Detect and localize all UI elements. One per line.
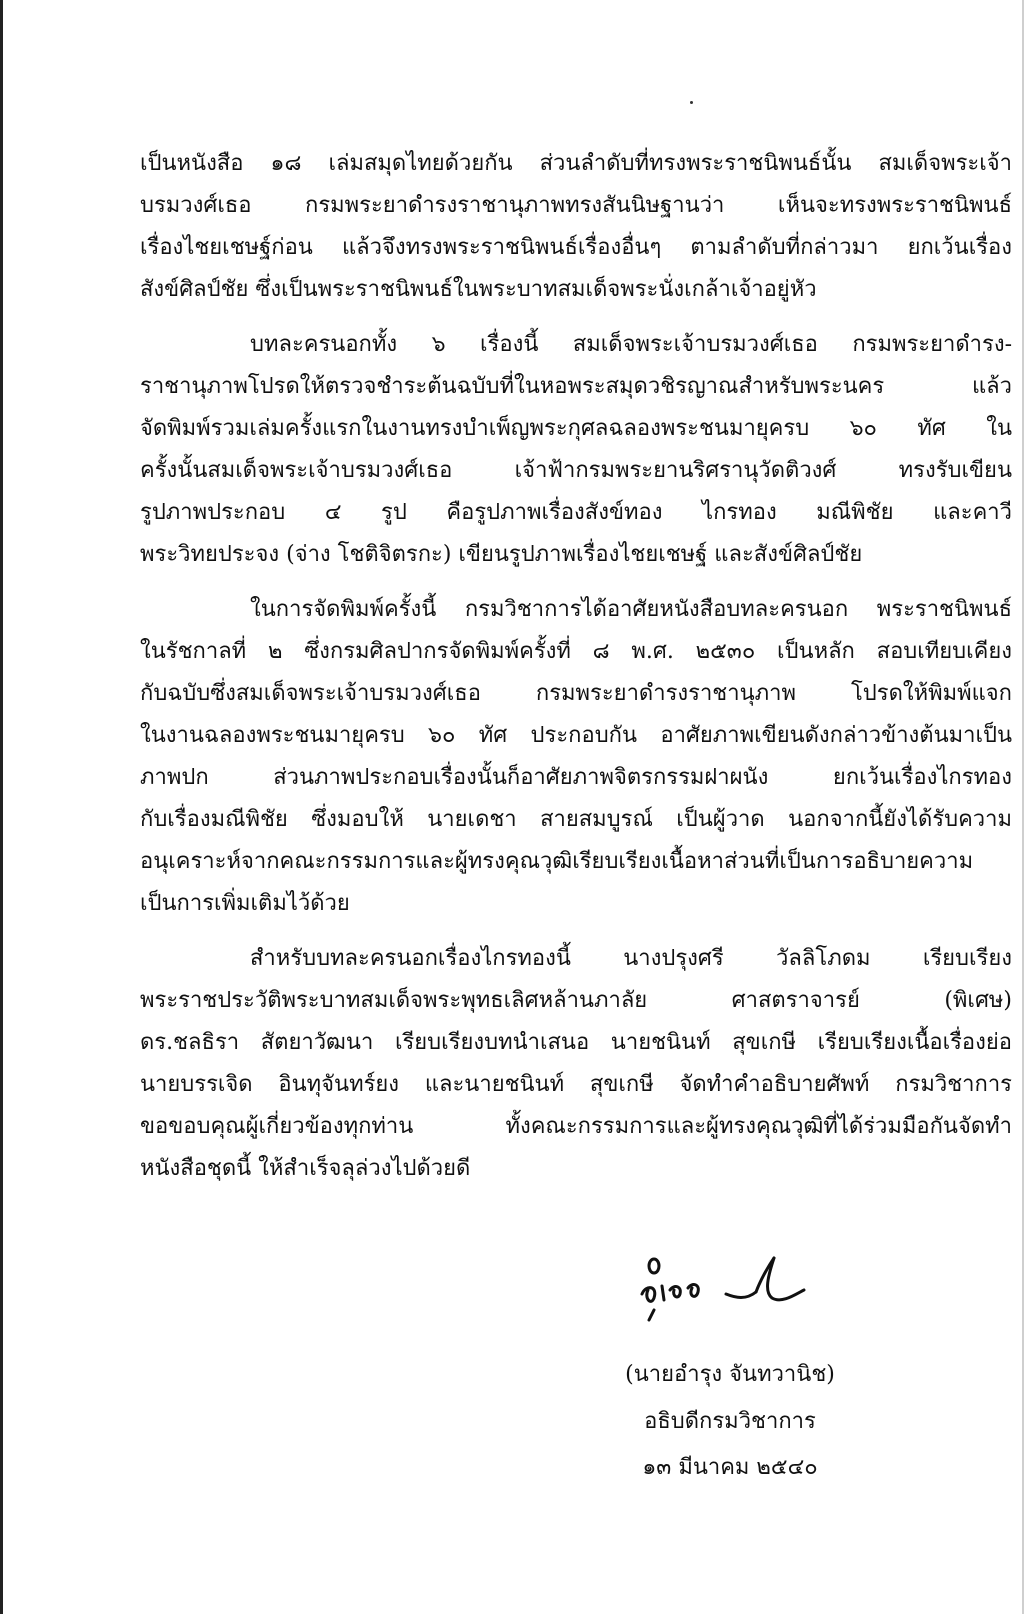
text-line: นายบรรเจิด อินทุจันทร์ยง และนายชนินท์ สุขเกษี จัดทำคำอธิบายศัพท์ กรมวิชาการ — [140, 1072, 1012, 1097]
text-line: พระวิทยประจง (จ่าง โชติจิตรกะ) เขียนรูปภาพเรื่องไชยเชษฐ์ และสังข์ศิลป์ชัย — [140, 542, 863, 567]
text-line: สำหรับบทละครนอกเรื่องไกรทองนี้ นางปรุงศรี วัลลิโภดม เรียบเรียง — [250, 946, 1012, 971]
text-line: เป็นหนังสือ ๑๘ เล่มสมุดไทยด้วยกัน ส่วนลำดับที่ทรงพระราชนิพนธ์นั้น สมเด็จพระเจ้า — [140, 151, 1012, 176]
text-line: บทละครนอกทั้ง ๖ เรื่องนี้ สมเด็จพระเจ้าบรมวงศ์เธอ กรมพระยาดำรง- — [250, 332, 1012, 357]
text-line: เป็นการเพิ่มเติมไว้ด้วย — [140, 891, 350, 916]
paragraph-gap — [140, 311, 1012, 324]
scan-speck — [690, 101, 693, 104]
text-line: ในรัชกาลที่ ๒ ซึ่งกรมศิลปากรจัดพิมพ์ครั้งที่ ๘ พ.ศ. ๒๕๓๐ เป็นหลัก สอบเทียบเคียง — [140, 639, 1012, 664]
text-line: หนังสือชุดนี้ ให้สำเร็จลุล่วงไปด้วยดี — [140, 1156, 471, 1181]
signature-block — [600, 1252, 860, 1502]
text-line: เรื่องไชยเชษฐ์ก่อน แล้วจึงทรงพระราชนิพนธ์เรื่องอื่นๆ ตามลำดับที่กล่าวมา ยกเว้นเรื่อง — [140, 235, 1012, 260]
text-line: ในงานฉลองพระชนมายุครบ ๖๐ ทัศ ประกอบกัน อาศัยภาพเขียนดังกล่าวข้างต้นมาเป็น — [140, 723, 1012, 748]
paragraph-gap — [140, 576, 1012, 589]
paragraph-1 — [140, 143, 1012, 311]
text-line: ครั้งนั้นสมเด็จพระเจ้าบรมวงศ์เธอ เจ้าฟ้ากรมพระยานริศรานุวัดติวงศ์ ทรงรับเขียน — [140, 458, 1012, 483]
text-line: จัดพิมพ์รวมเล่มครั้งแรกในงานทรงบำเพ็ญพระกุศลฉลองพระชนมายุครบ ๖๐ ทัศ ใน — [140, 416, 1012, 441]
text-line: ขอขอบคุณผู้เกี่ยวข้องทุกท่าน ทั้งคณะกรรมการและผู้ทรงคุณวุฒิที่ได้ร่วมมือกันจัดทำ — [140, 1114, 1012, 1139]
body-text — [140, 143, 1012, 1190]
handwritten-signature — [636, 1252, 816, 1337]
text-line: กับฉบับซึ่งสมเด็จพระเจ้าบรมวงศ์เธอ กรมพระยาดำรงราชานุภาพ โปรดให้พิมพ์แจก — [140, 681, 1012, 706]
paragraph-3 — [140, 589, 1012, 925]
text-line: บรมวงศ์เธอ กรมพระยาดำรงราชานุภาพทรงสันนิษฐานว่า เห็นจะทรงพระราชนิพนธ์ — [140, 193, 1012, 218]
text-line: กับเรื่องมณีพิชัย ซึ่งมอบให้ นายเดชา สายสมบูรณ์ เป็นผู้วาด นอกจากนี้ยังได้รับความ — [140, 807, 1012, 832]
text-line: อนุเคราะห์จากคณะกรรมการและผู้ทรงคุณวุฒิเรียบเรียงเนื้อหาส่วนที่เป็นการอธิบายความ — [140, 849, 974, 874]
text-line: ดร.ชลธิรา สัตยาวัฒนา เรียบเรียงบทนำเสนอ นายชนินท์ สุขเกษี เรียบเรียงเนื้อเรื่องย่อ — [140, 1030, 1012, 1055]
paragraph-4 — [140, 938, 1012, 1190]
paragraph-gap — [140, 925, 1012, 938]
text-line: พระราชประวัติพระบาทสมเด็จพระพุทธเลิศหล้านภาลัย ศาสตราจารย์ (พิเศษ) — [140, 988, 1012, 1013]
text-line: ราชานุภาพโปรดให้ตรวจชำระต้นฉบับที่ในหอพระสมุดวชิรญาณสำหรับพระนคร แล้ว — [140, 374, 1012, 399]
signatory-title: อธิบดีกรมวิชาการ — [644, 1409, 816, 1434]
paragraph-2 — [140, 324, 1012, 576]
scan-edge-left — [0, 0, 3, 1614]
signature-date: ๑๓ มีนาคม ๒๕๔๐ — [642, 1455, 818, 1480]
text-line: ภาพปก ส่วนภาพประกอบเรื่องนั้นก็อาศัยภาพจิตรกรรมฝาผนัง ยกเว้นเรื่องไกรทอง — [140, 765, 1012, 790]
text-line: ในการจัดพิมพ์ครั้งนี้ กรมวิชาการได้อาศัยหนังสือบทละครนอก พระราชนิพนธ์ — [250, 597, 1012, 622]
text-line: รูปภาพประกอบ ๔ รูป คือรูปภาพเรื่องสังข์ทอง ไกรทอง มณีพิชัย และคาวี — [140, 500, 1012, 525]
text-line: สังข์ศิลป์ชัย ซึ่งเป็นพระราชนิพนธ์ในพระบาทสมเด็จพระนั่งเกล้าเจ้าอยู่หัว — [140, 277, 817, 302]
signatory-name: (นายอำรุง จันทวานิช) — [625, 1362, 835, 1387]
